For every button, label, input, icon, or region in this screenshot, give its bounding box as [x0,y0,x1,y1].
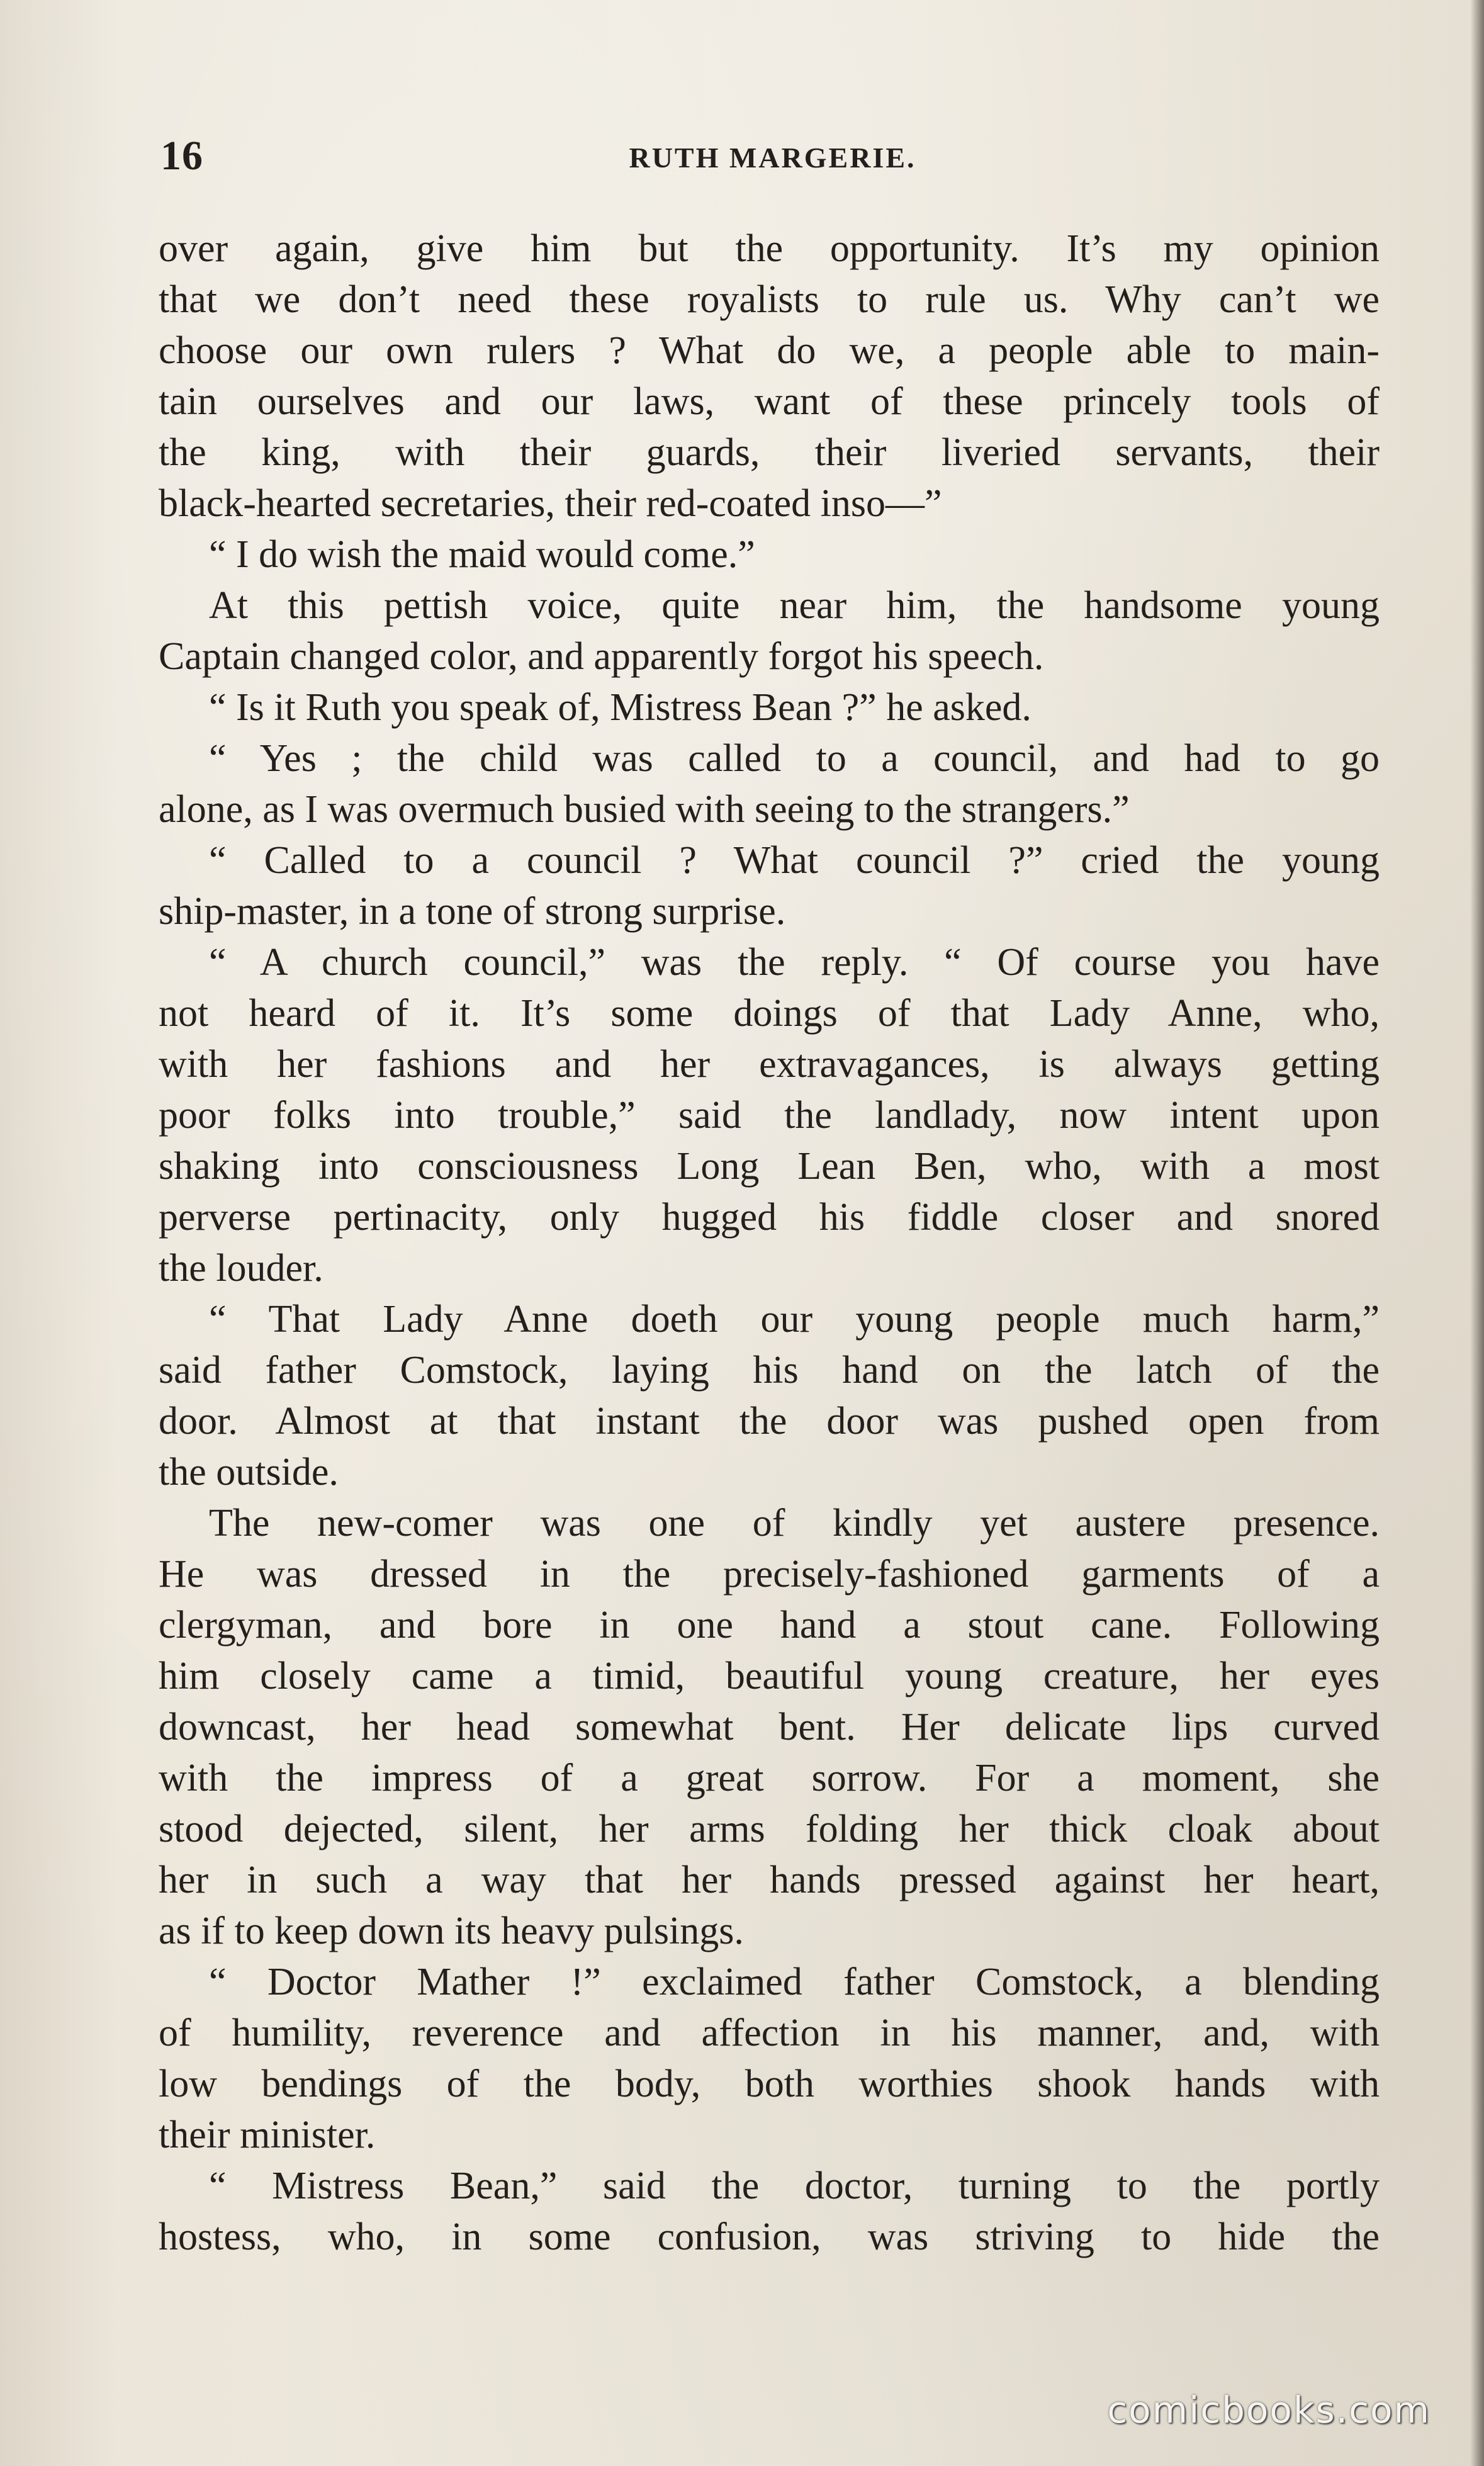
text-line: Captain changed color, and apparently forgot his speech. [159,635,1044,678]
page-header [160,132,1385,183]
text-line: choose our own rulers ? What do we, a people able to main- [159,329,1380,372]
text-line: with the impress of a great sorrow. For a moment, she [159,1757,1380,1799]
running-head: RUTH MARGERIE. [629,142,916,174]
text-line: tain ourselves and our laws, want of these princely tools of [159,380,1380,423]
text-line: the outside. [159,1451,339,1494]
text-line: the king, with their guards, their liveried servants, their [159,431,1380,474]
body-text [159,223,1380,2263]
text-line: said father Comstock, laying his hand on the latch of the [159,1349,1380,1392]
text-line: poor folks into trouble,” said the landlady, now intent upon [159,1094,1380,1137]
text-line: alone, as I was overmuch busied with seeing to the strangers.” [159,788,1130,831]
page-number: 16 [160,133,203,179]
text-line: shaking into consciousness Long Lean Ben, who, with a most [159,1145,1380,1188]
text-line: black-hearted secretaries, their red-coated inso—” [159,482,942,525]
text-line: “ Doctor Mather !” exclaimed father Comstock, a blending [209,1961,1380,2003]
text-line: “ Yes ; the child was called to a council, and had to go [209,737,1380,780]
text-line: their minister. [159,2114,376,2156]
text-line: “ Mistress Bean,” said the doctor, turning to the portly [209,2165,1380,2207]
text-line: the louder. [159,1247,323,1290]
text-line: “ A church council,” was the reply. “ Of course you have [209,941,1380,984]
text-line: with her fashions and her extravagances, is always getting [159,1043,1380,1086]
text-line: At this pettish voice, quite near him, the handsome young [209,584,1380,627]
text-line: ship-master, in a tone of strong surprise. [159,890,786,933]
page-edge-shadow [1470,0,1484,2466]
text-line: “ Is it Ruth you speak of, Mistress Bean ?” he asked. [209,686,1031,729]
text-line: He was dressed in the precisely-fashioned garments of a [159,1553,1380,1596]
text-line: stood dejected, silent, her arms folding her thick cloak about [159,1808,1380,1850]
text-line: door. Almost at that instant the door was pushed open from [159,1400,1380,1443]
text-line: that we don’t need these royalists to rule us. Why can’t we [159,278,1380,321]
text-line: “ Called to a council ? What council ?” cried the young [209,839,1380,882]
text-line: clergyman, and bore in one hand a stout cane. Following [159,1604,1380,1647]
text-line: low bendings of the body, both worthies shook hands with [159,2063,1380,2105]
text-line: her in such a way that her hands pressed against her heart, [159,1859,1380,1901]
text-line: “ I do wish the maid would come.” [209,533,755,576]
text-line: hostess, who, in some confusion, was striving to hide the [159,2215,1380,2258]
text-line: as if to keep down its heavy pulsings. [159,1910,744,1952]
text-line: him closely came a timid, beautiful young creature, her eyes [159,1655,1380,1697]
text-line: perverse pertinacity, only hugged his fiddle closer and snored [159,1196,1380,1239]
text-line: over again, give him but the opportunity. It’s my opinion [159,227,1380,270]
text-line: of humility, reverence and affection in his manner, and, with [159,2012,1380,2054]
text-line: downcast, her head somewhat bent. Her delicate lips curved [159,1706,1380,1748]
text-line: “ That Lady Anne doeth our young people much harm,” [209,1298,1380,1341]
watermark: comicbooks.com [1107,2389,1431,2431]
text-line: The new-comer was one of kindly yet austere presence. [209,1502,1380,1545]
text-line: not heard of it. It’s some doings of that Lady Anne, who, [159,992,1380,1035]
